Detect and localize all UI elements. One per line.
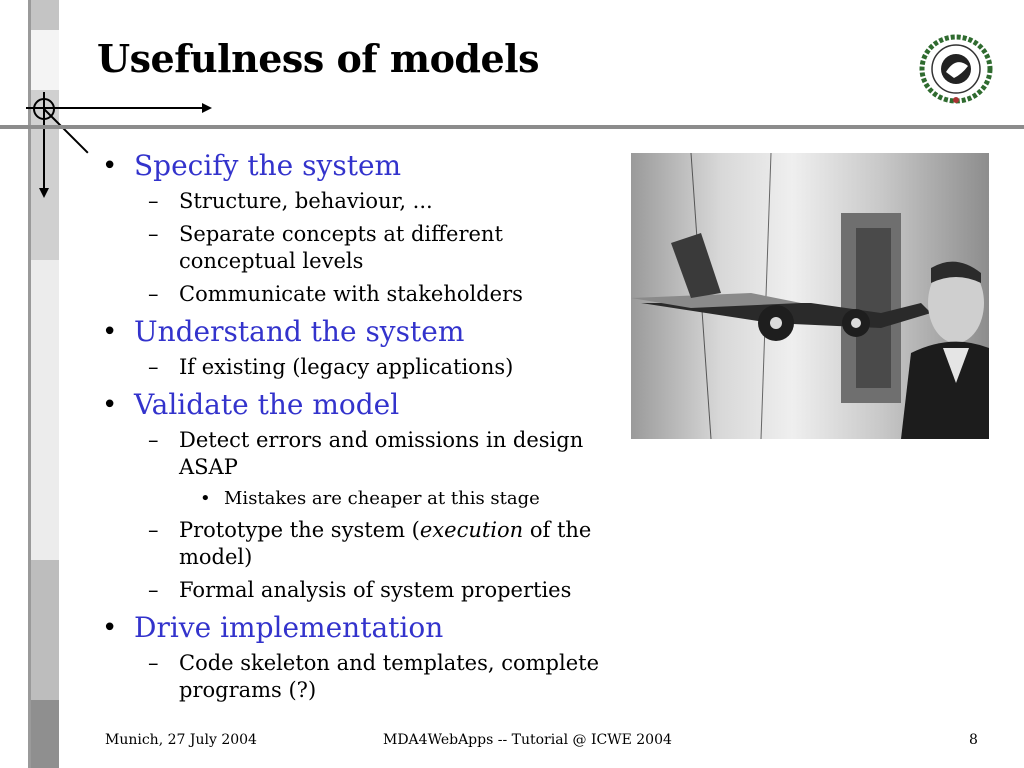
sub-bullet: – Communicate with stakeholders bbox=[148, 282, 523, 306]
sub-bullet: – Separate concepts at different conceptual levels bbox=[148, 222, 503, 273]
bullet-understand: • Understand the system bbox=[102, 315, 465, 348]
bullet-validate: • Validate the model bbox=[102, 388, 400, 421]
sub-bullet: – Code skeleton and templates, complete programs (?) bbox=[148, 651, 599, 702]
sub-bullet: – Structure, behaviour, ... bbox=[148, 189, 433, 213]
footer-title: MDA4WebApps -- Tutorial @ ICWE 2004 bbox=[383, 732, 672, 748]
sub-bullet: – Prototype the system (execution of the model) bbox=[148, 518, 592, 569]
title-rule bbox=[0, 125, 1024, 129]
page-number: 8 bbox=[969, 732, 978, 748]
sub-sub-bullet: • Mistakes are cheaper at this stage bbox=[200, 488, 540, 509]
bullet-list bbox=[100, 148, 640, 710]
university-seal-logo bbox=[918, 34, 994, 104]
wind-tunnel-photo bbox=[631, 153, 989, 439]
slide-title: Usefulness of models bbox=[97, 36, 539, 81]
footer-date: Munich, 27 July 2004 bbox=[105, 732, 257, 748]
bullet-drive: • Drive implementation bbox=[102, 611, 444, 644]
sub-bullet: – Detect errors and omissions in design ASAP bbox=[148, 428, 584, 479]
bullet-specify: • Specify the system bbox=[102, 149, 402, 182]
sub-bullet: – If existing (legacy applications) bbox=[148, 355, 514, 379]
sub-bullet: – Formal analysis of system properties bbox=[148, 578, 572, 602]
